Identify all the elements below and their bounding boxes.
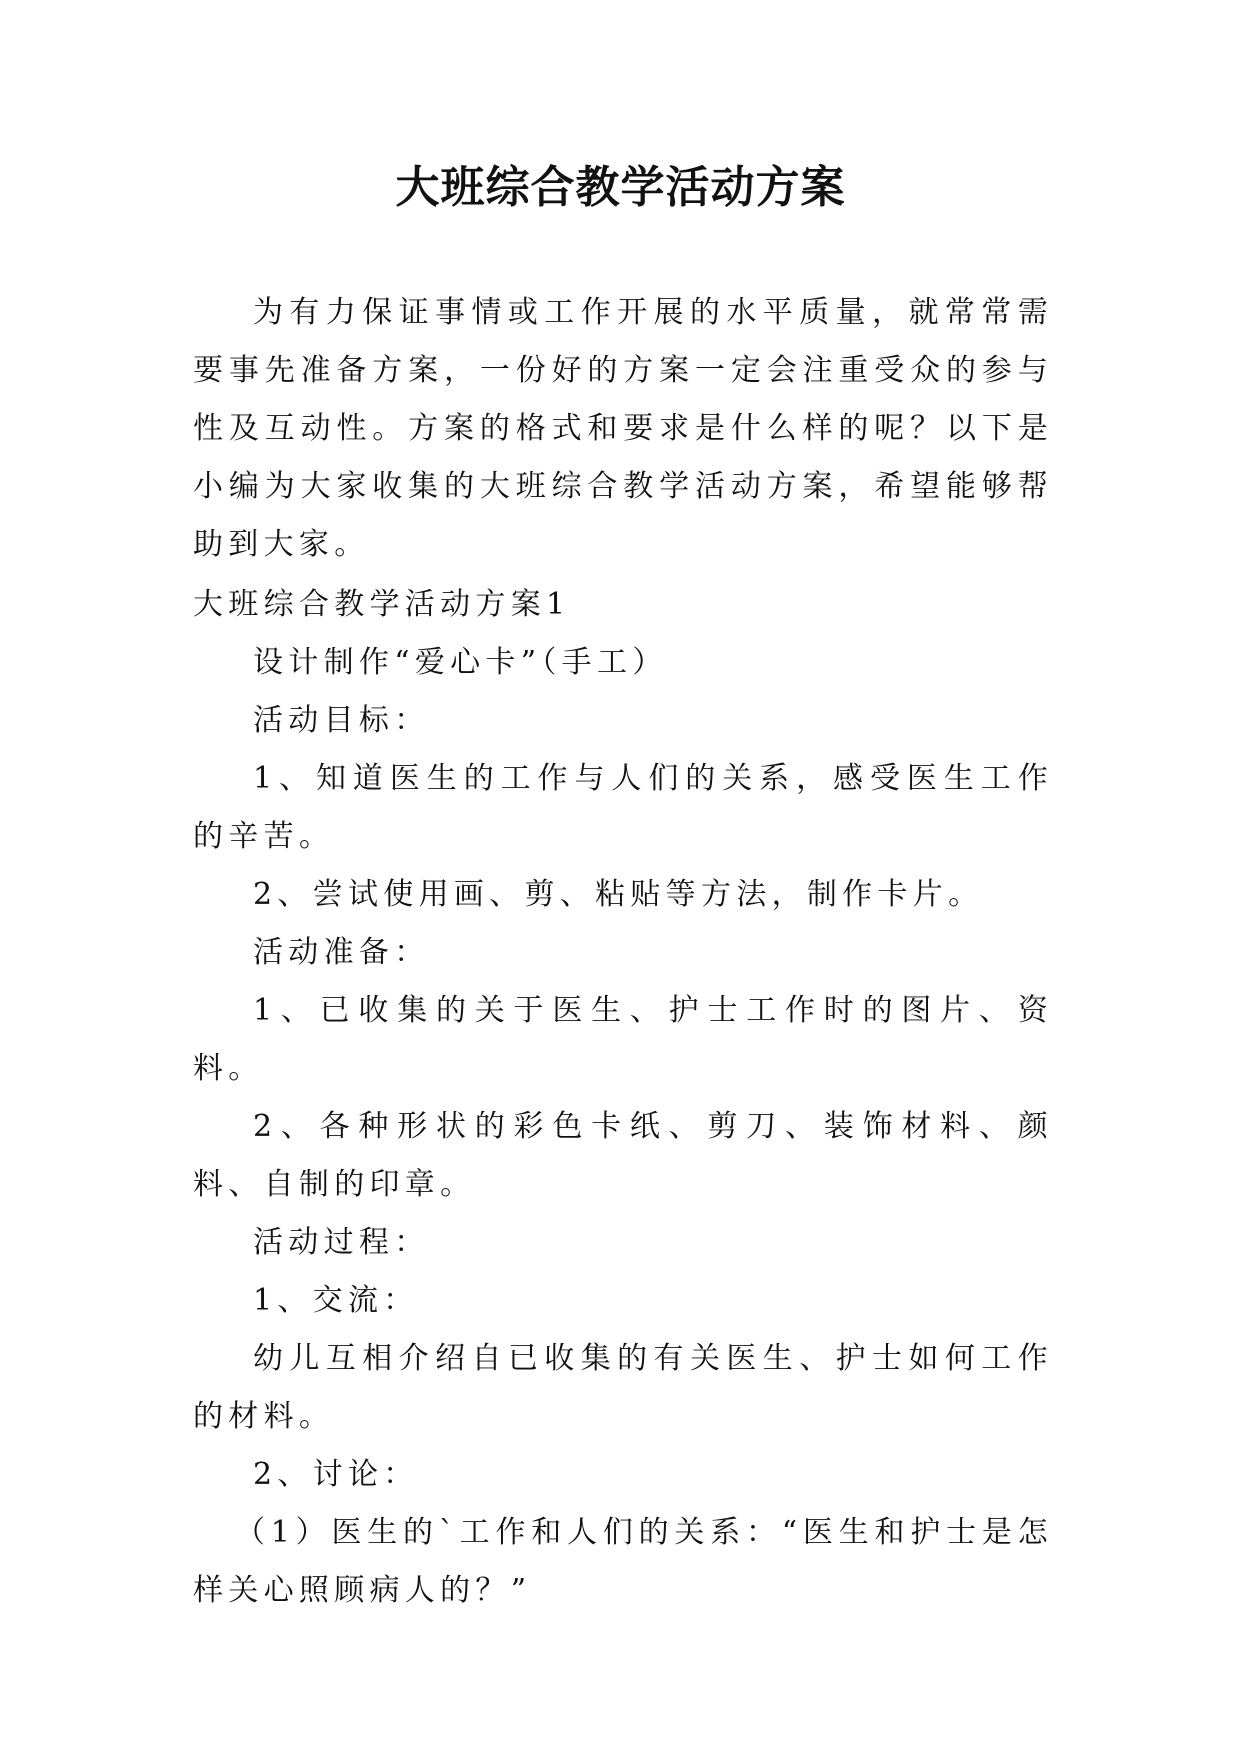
goal-item-1: 1、知道医生的工作与人们的关系，感受医生工作的辛苦。 — [193, 761, 1053, 854]
process-step-1: 1、交流： — [253, 1283, 419, 1318]
goals-heading: 活动目标： — [253, 703, 430, 738]
preparation-item-1: 1、已收集的关于医生、护士工作时的图片、资料。 — [193, 993, 1053, 1086]
intro-paragraph: 为有力保证事情或工作开展的水平质量，就常常需要事先准备方案，一份好的方案一定会注重受众的参与性及互动性。方案的格式和要求是什么样的呢？以下是小编为大家收集的大班综合教学活动方案，希望能够帮助到大家。 — [193, 295, 1053, 562]
intro-section — [193, 284, 1053, 574]
document-title: 大班综合教学活动方案 — [395, 162, 846, 213]
goal-item-2: 2、尝试使用画、剪、粘贴等方法，制作卡片。 — [253, 877, 984, 912]
preparation-heading: 活动准备： — [253, 935, 430, 970]
process-heading: 活动过程： — [253, 1225, 430, 1260]
body-section — [193, 576, 1053, 1620]
process-step-2: 2、讨论： — [253, 1457, 419, 1492]
preparation-item-2: 2、各种形状的彩色卡纸、剪刀、装饰材料、颜料、自制的印章。 — [193, 1109, 1053, 1202]
activity-name: 设计制作“爱心卡”（手工） — [253, 645, 668, 680]
section-heading: 大班综合教学活动方案1 — [193, 587, 571, 622]
process-step-2-detail: （1）医生的`工作和人们的关系：“医生和护士是怎样关心照顾病人的？” — [193, 1515, 1053, 1608]
process-step-1-detail: 幼儿互相介绍自已收集的有关医生、护士如何工作的材料。 — [193, 1341, 1053, 1434]
